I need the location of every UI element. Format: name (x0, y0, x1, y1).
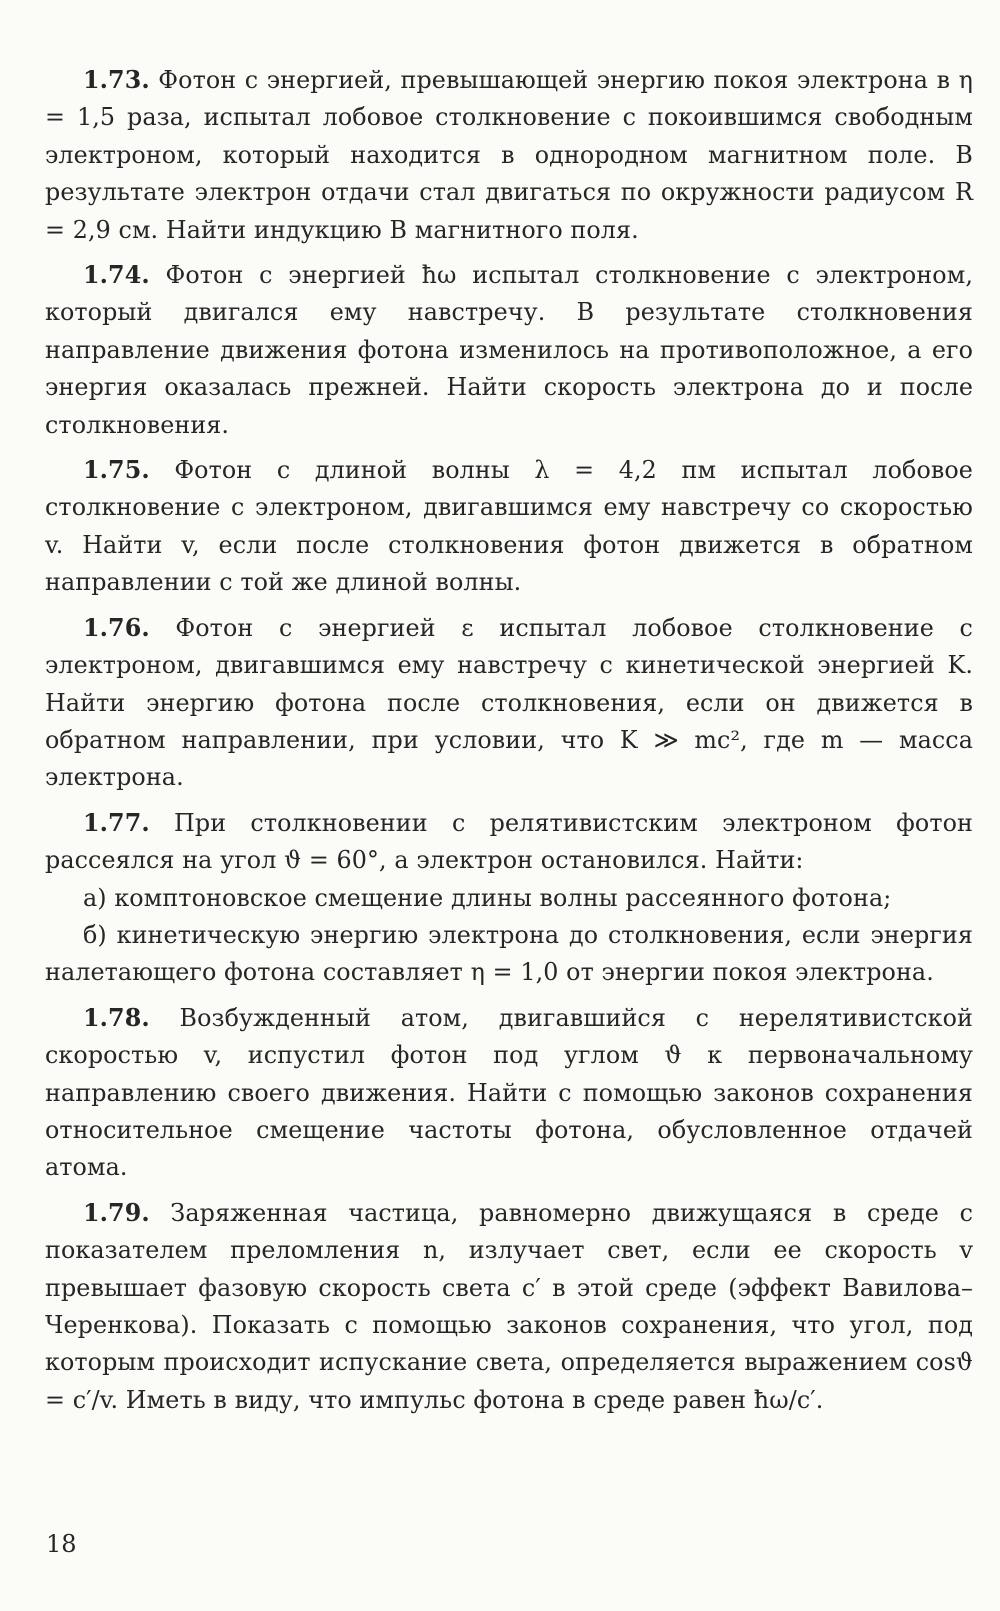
problem-part-b: б) кинетическую энергию электрона до столкновения, если энергия налетающего фотона составляет η = 1,0 от энергии покоя электрона. (45, 920, 973, 987)
problem-number: 1.76. (83, 613, 150, 642)
problem-text: Возбужденный атом, двигавшийся с нерелятивистской скоростью v, испустил фотон под углом ϑ к первоначальному направлению своего движения. Найти с помощью законов сохранения относительное смещение частоты фотона, обусловленное отдачей атома. (45, 1003, 973, 1182)
problem-text: При столкновении с релятивистским электроном фотон рассеялся на угол ϑ = 60°, а электрон остановился. Найти: (45, 808, 973, 875)
problem-number: 1.78. (83, 1003, 150, 1032)
problem-number: 1.73. (83, 66, 150, 94)
problem-1-77 (45, 805, 973, 992)
problem-number: 1.79. (83, 1198, 150, 1227)
problem-1-79 (45, 1195, 973, 1419)
problem-number: 1.77. (83, 808, 150, 837)
problem-1-78 (45, 1000, 973, 1187)
problem-text: Фотон с энергией ħω испытал столкновение с электроном, который двигался ему навстречу. В результате столкновения направление движения фотона изменилось на противоположное, а его энергия оказалась прежней. Найти скорость электрона до и после столкновения. (45, 261, 973, 439)
page-body (45, 62, 973, 1427)
problem-1-75 (45, 452, 973, 602)
problem-text: Фотон с длиной волны λ = 4,2 пм испытал лобовое столкновение с электроном, двигавшимся ему навстречу со скоростью v. Найти v, если после столкновения фотон движется в обратном направлении с той же длиной волны. (45, 456, 973, 597)
problem-text: Заряженная частица, равномерно движущаяся в среде с показателем преломления n, излучает свет, если ее скорость v превышает фазовую скорость света c′ в этой среде (эффект Вавилова–Черенкова). Показать с помощью законов сохранения, что угол, под которым происходит испускание света, определяется выражением cosϑ = c′/v. Иметь в виду, что импульс фотона в среде равен ħω/c′. (45, 1198, 973, 1414)
problem-1-74 (45, 257, 973, 444)
problem-part-a: а) комптоновское смещение длины волны рассеянного фотона; (83, 883, 892, 912)
problem-number: 1.74. (83, 261, 150, 290)
page-number: 18 (46, 1530, 77, 1558)
problem-1-76 (45, 610, 973, 797)
problem-1-73 (45, 62, 973, 249)
problem-text: Фотон с энергией, превышающей энергию покоя электрона в η = 1,5 раза, испытал лобовое столкновение с покоившимся свободным электроном, который находится в однородном магнитном поле. В результате электрон отдачи стал двигаться по окружности радиусом R = 2,9 см. Найти индукцию B магнитного поля. (45, 66, 973, 244)
problem-text: Фотон с энергией ε испытал лобовое столкновение с электроном, двигавшимся ему навстречу с кинетической энергией K. Найти энергию фотона после столкновения, если он движется в обратном направлении, при условии, что K ≫ mc², где m — масса электрона. (45, 613, 973, 792)
problem-number: 1.75. (83, 456, 150, 485)
